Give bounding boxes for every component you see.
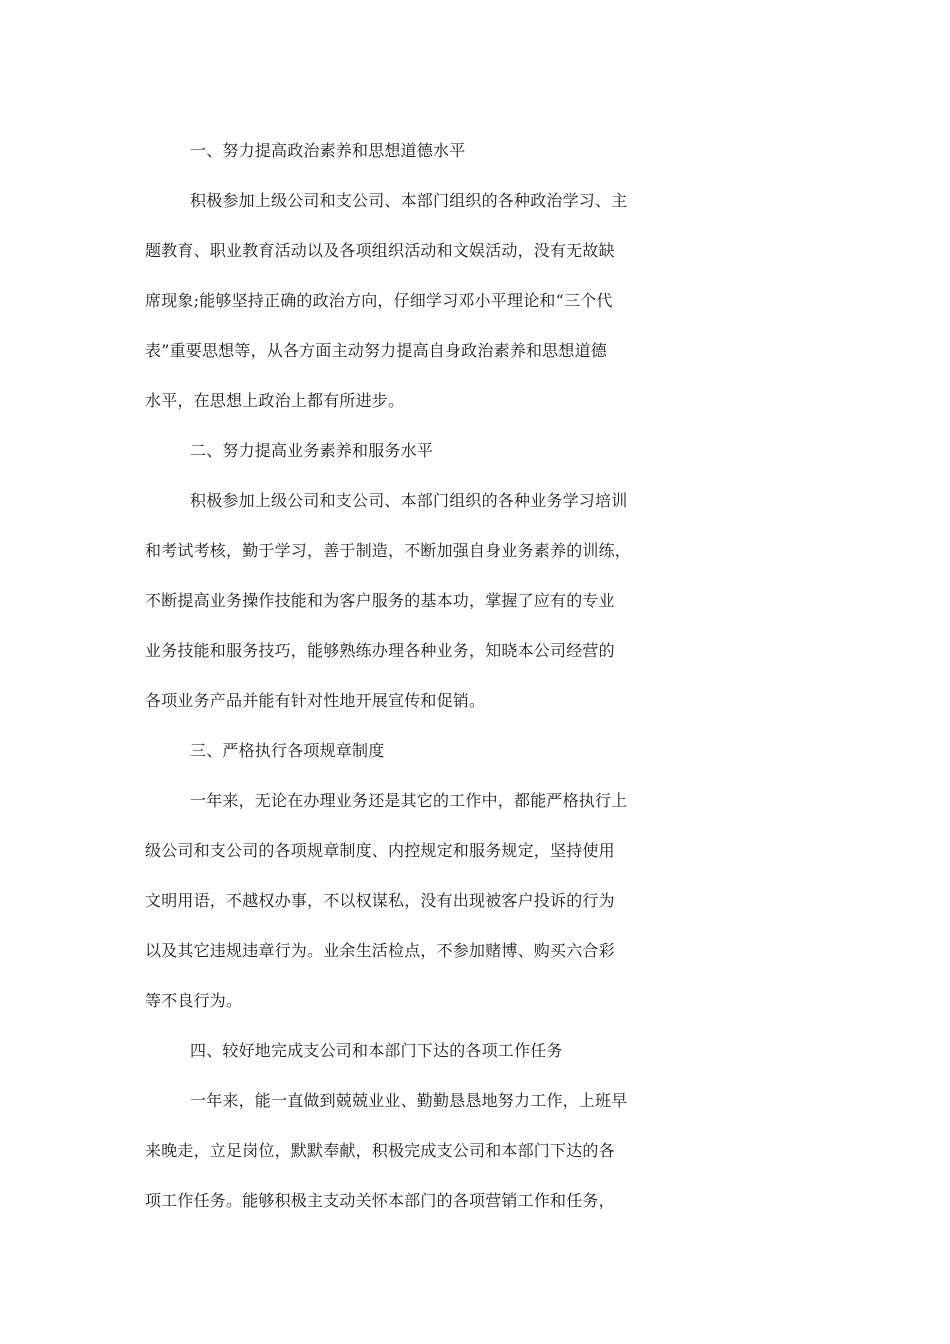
body-line: 和考试考核，勤于学习，善于制造，不断加强自身业务素养的训练， [145,541,632,560]
body-line: 席现象;能够坚持正确的政治方向，仔细学习邓小平理论和“三个代 [145,291,613,310]
body-line: 一年来，能一直做到兢兢业业、勤勤恳恳地努力工作，上班早 [190,1091,628,1110]
body-line: 不断提高业务操作技能和为客户服务的基本功，掌握了应有的专业 [145,591,615,610]
section-body-2 [145,476,810,726]
heading-text: 四、较好地完成支公司和本部门下达的各项工作任务 [190,1041,563,1060]
section-heading-4 [145,1026,810,1076]
heading-text: 三、严格执行各项规章制度 [190,741,385,760]
section-heading-1 [145,126,810,176]
body-line: 等不良行为。 [145,991,243,1010]
body-line: 各项业务产品并能有针对性地开展宣传和促销。 [145,691,486,710]
section-body-1 [145,176,810,426]
body-line: 来晚走，立足岗位，默默奉献，积极完成支公司和本部门下达的各 [145,1141,615,1160]
body-line: 水平，在思想上政治上都有所进步。 [145,391,405,410]
body-line: 文明用语，不越权办事，不以权谋私，没有出现被客户投诉的行为 [145,891,615,910]
heading-text: 二、努力提高业务素养和服务水平 [190,441,434,460]
section-body-3 [145,776,810,1026]
heading-text: 一、努力提高政治素养和思想道德水平 [190,141,466,160]
section-heading-2 [145,426,810,476]
body-line: 积极参加上级公司和支公司、本部门组织的各种政治学习、主 [190,191,628,210]
body-line: 表”重要思想等，从各方面主动努力提高自身政治素养和思想道德 [145,341,607,360]
body-line: 积极参加上级公司和支公司、本部门组织的各种业务学习培训 [190,491,628,510]
document-page [145,126,810,1226]
body-line: 业务技能和服务技巧，能够熟练办理各种业务，知晓本公司经营的 [145,641,615,660]
body-line: 题教育、职业教育活动以及各项组织活动和文娱活动，没有无故缺 [145,241,615,260]
body-line: 项工作任务。能够积极主支动关怀本部门的各项营销工作和任务， [145,1191,615,1210]
section-heading-3 [145,726,810,776]
body-line: 以及其它违规违章行为。业余生活检点，不参加赌博、购买六合彩 [145,941,615,960]
body-line: 级公司和支公司的各项规章制度、内控规定和服务规定，坚持使用 [145,841,615,860]
body-line: 一年来，无论在办理业务还是其它的工作中，都能严格执行上 [190,791,628,810]
section-body-4 [145,1076,810,1226]
